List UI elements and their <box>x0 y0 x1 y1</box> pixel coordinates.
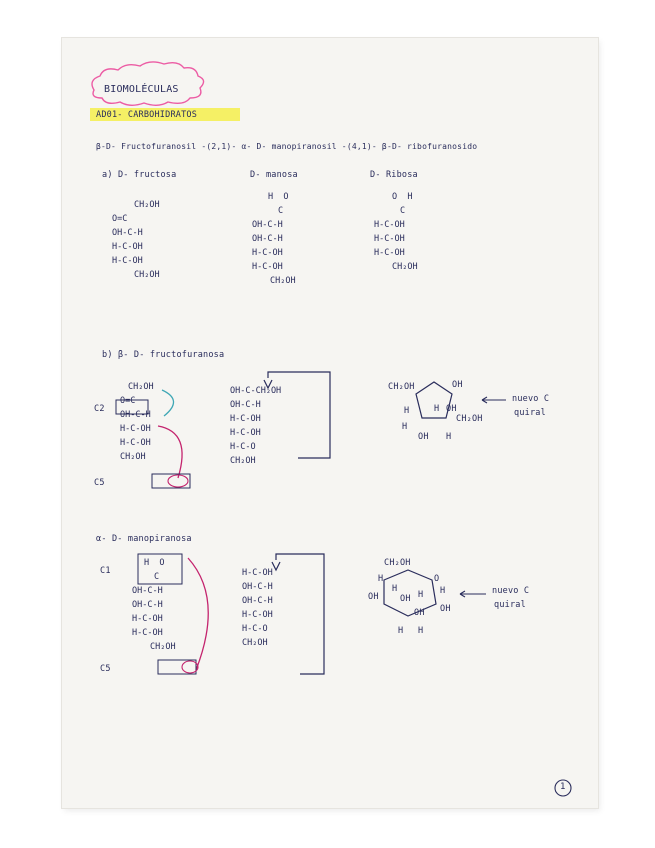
ring-label: OH <box>440 604 451 614</box>
fructosa-row: H-C-OH <box>112 242 143 252</box>
ring-label: H <box>434 404 440 414</box>
note-line: nuevo C <box>512 394 550 404</box>
closed-row: CH₂OH <box>230 456 256 466</box>
ring-label: CH₂OH <box>388 382 415 392</box>
closed-row: H-C-OH <box>230 414 261 424</box>
ribosa-row: H-C-OH <box>374 234 405 244</box>
ribosa-row: O H <box>392 192 413 202</box>
ring-label: H <box>440 586 446 596</box>
ring-label: CH₂OH <box>456 414 483 424</box>
ring-label: OH <box>418 432 429 442</box>
closed-row: H-C-OH <box>242 568 273 578</box>
magenta-arrow-c <box>188 558 208 670</box>
c1-label: C1 <box>100 566 111 576</box>
ring-label: H <box>404 406 410 416</box>
manosa-row: OH-C-H <box>252 234 283 244</box>
bracket-c <box>276 554 324 674</box>
magenta-arrow-b <box>158 426 182 478</box>
c5-label-b: C5 <box>94 478 105 488</box>
note-line: quiral <box>494 600 526 610</box>
ring-label: H <box>446 432 452 442</box>
ribosa-row: H-C-OH <box>374 248 405 258</box>
fructosa-row: O=C <box>112 214 128 224</box>
closed-row: H-C-OH <box>242 610 273 620</box>
section-c-label: α- D- manopiranosa <box>96 534 192 544</box>
section-b-label: b) β- D- fructofuranosa <box>102 350 225 360</box>
closed-row: H-C-O <box>242 624 268 634</box>
fructosa-row: CH₂OH <box>134 270 160 280</box>
ring-label: H <box>418 626 424 636</box>
closed-row: OH-C-H <box>242 596 273 606</box>
ring-label: H <box>392 584 398 594</box>
ribosa-row: H-C-OH <box>374 220 405 230</box>
ring-label: OH <box>368 592 379 602</box>
closed-row: OH-C-CH₂OH <box>230 386 282 396</box>
ring-label: H <box>402 422 408 432</box>
ribosa-label: D- Ribosa <box>370 170 418 180</box>
chain-row: OH-C-H <box>120 410 151 420</box>
note-line: nuevo C <box>492 586 530 596</box>
fructose-closed-chain <box>230 384 281 468</box>
manosa-row: H-C-OH <box>252 248 283 258</box>
fructosa-row: CH₂OH <box>134 200 160 210</box>
manosa-row: C <box>278 206 284 216</box>
page-subtitle: AD01- CARBOHIDRATOS <box>96 110 198 120</box>
mannose-open-chain <box>132 556 176 654</box>
closed-row: OH-C-H <box>242 582 273 592</box>
ring-label: H <box>398 626 404 636</box>
fructosa-row: H-C-OH <box>112 256 143 266</box>
manosa-row: CH₂OH <box>270 276 296 286</box>
teal-arrow <box>162 390 174 416</box>
chain-row: H O <box>144 558 165 568</box>
chain-row: CH₂OH <box>120 452 146 462</box>
chain-row: H-C-OH <box>120 424 151 434</box>
chain-row: C <box>154 572 160 582</box>
closed-row: OH-C-H <box>230 400 261 410</box>
ring-label: OH <box>452 380 463 390</box>
closed-row: CH₂OH <box>242 638 268 648</box>
chain-row: O=C <box>120 396 136 406</box>
page-title: BIOMOLÉCULAS <box>104 84 179 95</box>
manosa-label: D- manosa <box>250 170 298 180</box>
chain-row: OH-C-H <box>132 586 163 596</box>
manosa-row: H O <box>268 192 289 202</box>
ring-label: H <box>378 574 384 584</box>
c5-box-c <box>158 660 196 674</box>
c2-label: C2 <box>94 404 105 414</box>
ring-label: H <box>418 590 424 600</box>
ribosa-row: CH₂OH <box>392 262 418 272</box>
mannose-closed-chain <box>242 566 273 650</box>
ring-label: OH <box>400 594 411 604</box>
chain-row: H-C-OH <box>120 438 151 448</box>
ring-label: OH <box>446 404 457 414</box>
chain-row: H-C-OH <box>132 628 163 638</box>
manosa-row: OH-C-H <box>252 220 283 230</box>
manosa-row: H-C-OH <box>252 262 283 272</box>
manosa-chain <box>252 190 296 288</box>
notebook-page <box>62 38 598 808</box>
c5-label-c: C5 <box>100 664 111 674</box>
closed-row: H-C-OH <box>230 428 261 438</box>
chain-row: OH-C-H <box>132 600 163 610</box>
ribosa-chain <box>374 190 418 274</box>
fructose-open-chain <box>120 380 154 464</box>
glycoside-name: β-D- Fructofuranosil -(2,1)- α- D- manopiranosil -(4,1)- β-D- ribofuranosido <box>96 142 478 151</box>
note-line: quiral <box>514 408 546 418</box>
arrow-head-c <box>272 562 280 570</box>
chain-row: CH₂OH <box>128 382 154 392</box>
fructosa-chain <box>112 198 160 282</box>
chain-row: H-C-OH <box>132 614 163 624</box>
ribosa-row: C <box>400 206 406 216</box>
ring-label: CH₂OH <box>384 558 411 568</box>
page-number: 1 <box>560 782 566 792</box>
closed-row: H-C-O <box>230 442 256 452</box>
chain-row: CH₂OH <box>150 642 176 652</box>
ring-label: O <box>434 574 440 584</box>
section-a-label: a) D- fructosa <box>102 170 177 180</box>
ring-label: OH <box>414 608 425 618</box>
fructosa-row: OH-C-H <box>112 228 143 238</box>
